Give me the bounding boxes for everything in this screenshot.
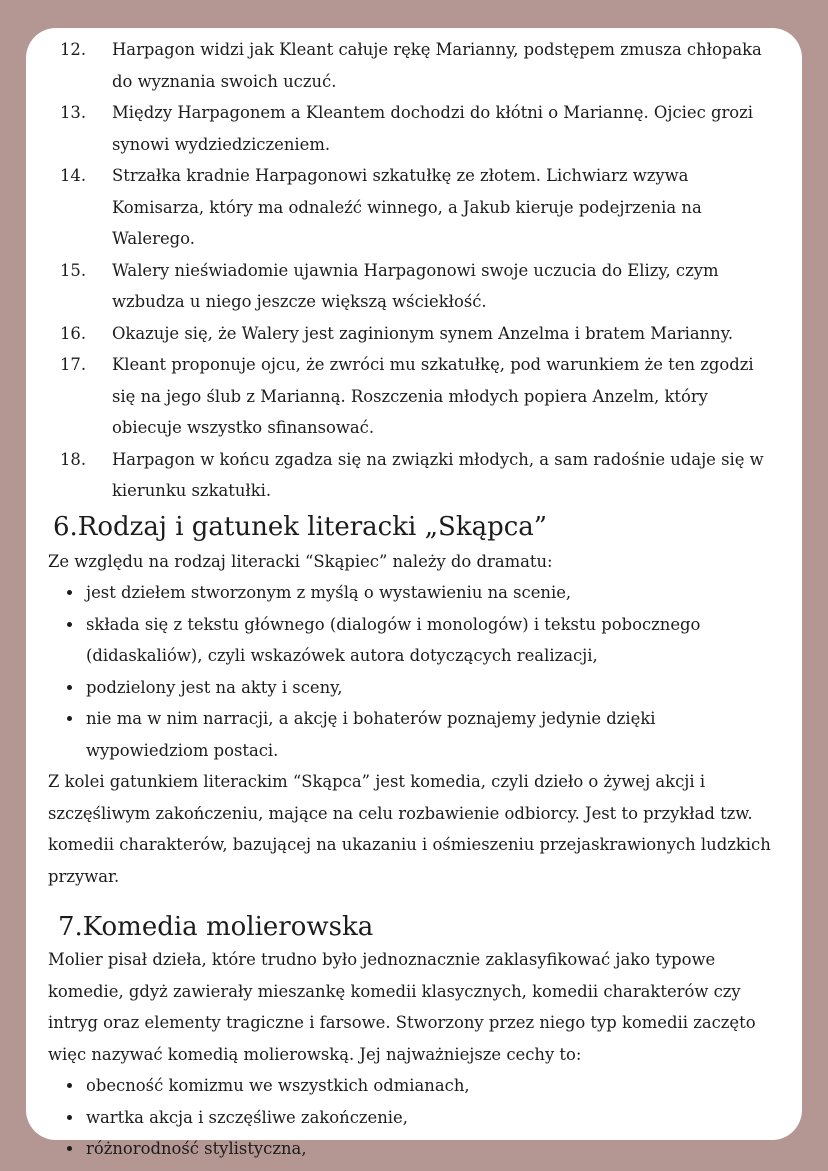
item-number: 15.: [60, 260, 87, 280]
list-item: [48, 349, 780, 444]
list-item: obecność komizmu we wszystkich odmianach,: [48, 1070, 780, 1102]
item-number: 16.: [60, 323, 87, 343]
item-text: Harpagon widzi jak Kleant całuje rękę Marianny, podstępem zmusza chłopaka do wyznania swoich uczuć.: [112, 40, 762, 91]
list-item: [48, 160, 780, 255]
item-number: 12.: [60, 40, 87, 59]
list-item: różnorodność stylistyczna,: [48, 1133, 780, 1165]
list-item: [48, 34, 780, 97]
list-item: składa się z tekstu głównego (dialogów i monologów) i tekstu pobocznego (didaskaliów), czyli wskazówek autora dotyczących realizacji,: [48, 609, 780, 672]
item-text: Walery nieświadomie ujawnia Harpagonowi swoje uczucia do Elizy, czym wzbudza u niego jeszcze większą wściekłość.: [112, 260, 719, 311]
section-7-heading: 7.Komedia molierowska: [58, 912, 374, 942]
list-item: [48, 444, 780, 507]
item-number: 13.: [60, 103, 87, 122]
list-item: [48, 318, 780, 350]
list-item: jest dziełem stworzonym z myślą o wystawieniu na scenie,: [48, 577, 780, 609]
drama-features-list: [48, 577, 780, 766]
section-6-intro: Ze względu na rodzaj literacki “Skąpiec” należy do dramatu:: [48, 551, 553, 571]
item-number: 18.: [60, 449, 87, 469]
item-text: Harpagon w końcu zgadza się na związki młodych, a sam radośnie udaje się w kierunku szkatułki.: [112, 449, 764, 500]
item-number: 17.: [60, 355, 87, 374]
item-text: Okazuje się, że Walery jest zaginionym synem Anzelma i bratem Marianny.: [112, 323, 734, 343]
section-7-paragraph: Molier pisał dzieła, które trudno było jednoznacznie zaklasyfikować jako typowe komedie, gdyż zawierały mieszankę komedii klasycznych, komedii charakterów czy intryg oraz elementy tragiczne i farsowe. Stworzony przez niego typ komedii zaczęto więc nazywać komedią molierowską. Jej najważniejsze cechy to:: [48, 950, 756, 1064]
item-text: Strzałka kradnie Harpagonowi szkatułkę ze złotem. Lichwiarz wzywa Komisarza, który ma odnaleźć winnego, a Jakub kieruje podejrzenia na Walerego.: [112, 166, 702, 248]
plot-events-list: [48, 34, 780, 507]
document-content: [48, 34, 780, 1165]
list-item: nie ma w nim narracji, a akcję i bohaterów poznajemy jedynie dzięki wypowiedziom postaci.: [48, 703, 780, 766]
list-item: wartka akcja i szczęśliwe zakończenie,: [48, 1102, 780, 1134]
document-page: [26, 28, 802, 1158]
item-text: Kleant proponuje ojcu, że zwróci mu szkatułkę, pod warunkiem że ten zgodzi się na jego ślub z Marianną. Roszczenia młodych popiera Anzelm, który obiecuje wszystko sfinansować.: [112, 355, 754, 437]
item-text: Między Harpagonem a Kleantem dochodzi do kłótni o Mariannę. Ojciec grozi synowi wydziedziczeniem.: [112, 103, 754, 154]
item-number: 14.: [60, 166, 87, 185]
section-6-paragraph: Z kolei gatunkiem literackim “Skąpca” jest komedia, czyli dzieło o żywej akcji i szczęśliwym zakończeniu, mające na celu rozbawienie odbiorcy. Jest to przykład tzw. komedii charakterów, bazującej na ukazaniu i ośmieszeniu przejaskrawionych ludzkich przywar.: [48, 772, 771, 886]
list-item: [48, 97, 780, 160]
moliere-comedy-features-list: [48, 1070, 780, 1165]
section-6-heading: 6.Rodzaj i gatunek literacki „Skąpca”: [53, 511, 548, 542]
list-item: podzielony jest na akty i sceny,: [48, 672, 780, 704]
list-item: [48, 255, 780, 318]
